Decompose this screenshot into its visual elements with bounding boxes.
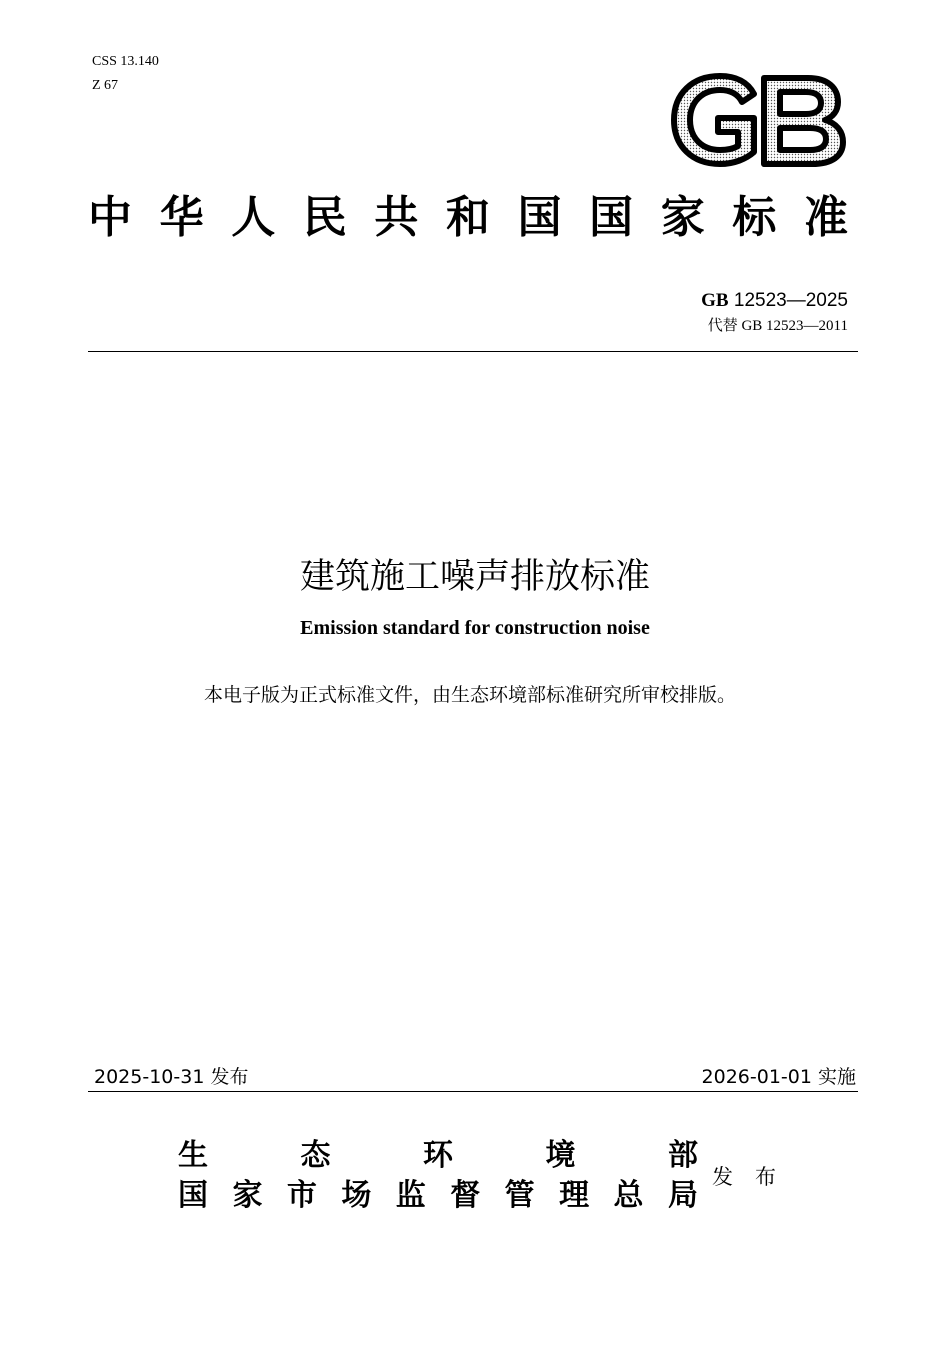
heading-char: 国 <box>589 192 634 243</box>
issuer-char: 管 <box>504 1178 535 1213</box>
heading-char: 共 <box>374 192 419 243</box>
issue-date: 2025-10-31 发布 <box>94 1066 249 1088</box>
standard-prefix: GB <box>701 290 729 311</box>
heading-char: 国 <box>517 192 562 243</box>
replaces-standard <box>708 315 848 337</box>
issuer-char: 局 <box>667 1178 698 1213</box>
standard-title-chinese: 建筑施工噪声排放标准 <box>299 557 650 597</box>
issuer-char: 境 <box>545 1138 576 1173</box>
issuer-ministry <box>178 1134 698 1178</box>
issuer-char: 部 <box>668 1138 698 1173</box>
issuer-char: 理 <box>559 1178 590 1213</box>
heading-char: 人 <box>231 192 276 243</box>
issuer-char: 市 <box>286 1178 317 1213</box>
issuer-char: 督 <box>450 1178 481 1213</box>
heading-char: 准 <box>803 192 848 243</box>
heading-char: 和 <box>445 192 490 243</box>
issuer-char: 态 <box>300 1138 331 1173</box>
standard-number-value: 12523—2025 <box>728 290 848 311</box>
electronic-edition-note: 本电子版为正式标准文件，由生态环境部标准研究所审校排版。 <box>203 684 736 706</box>
issuer-administration <box>178 1174 698 1218</box>
implementation-date: 2026-01-01 实施 <box>701 1066 856 1088</box>
heading-char: 家 <box>660 192 705 243</box>
replaces-number: GB 12523—2011 <box>737 318 848 334</box>
issuer-char: 家 <box>232 1178 263 1213</box>
gb-logo-icon <box>668 72 850 168</box>
heading-char: 中 <box>88 192 132 243</box>
standard-title-english: Emission standard for construction noise <box>300 617 650 639</box>
standard-number <box>701 288 848 314</box>
replaces-label: 代替 <box>707 318 738 334</box>
ccs-classification: CSS 13.140 <box>92 54 159 69</box>
heading-char: 华 <box>159 192 204 243</box>
issuer-char: 生 <box>178 1138 208 1173</box>
heading-char: 民 <box>302 192 347 243</box>
issuer-char: 环 <box>423 1138 453 1173</box>
issuer-char: 监 <box>395 1178 426 1213</box>
heading-char: 标 <box>732 192 777 243</box>
standard-category-code: Z 67 <box>92 78 119 93</box>
top-divider <box>88 351 858 352</box>
issue-action: 发布 <box>712 1165 798 1189</box>
bottom-divider <box>88 1091 858 1092</box>
issuer-char: 场 <box>341 1178 372 1213</box>
issuer-char: 国 <box>178 1178 208 1213</box>
issuer-char: 总 <box>613 1178 644 1213</box>
national-standard-heading <box>88 188 848 248</box>
